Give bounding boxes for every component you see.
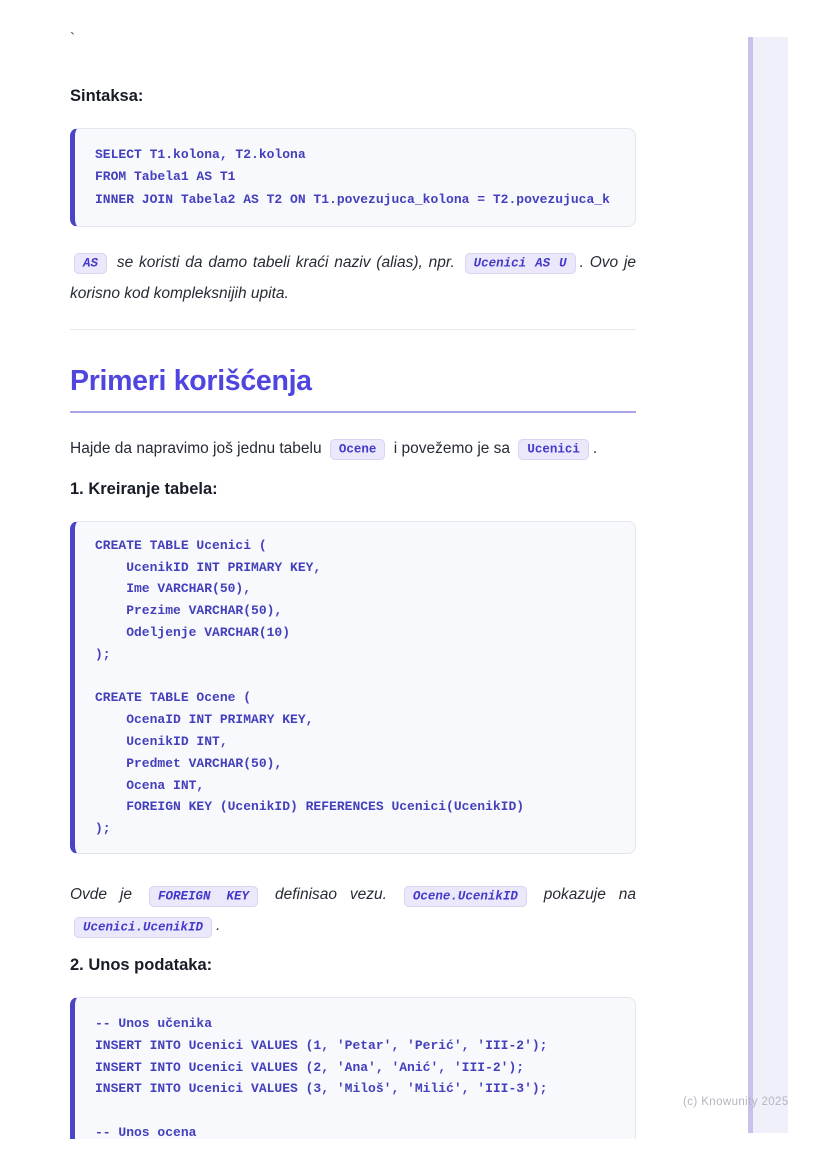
watermark-text: (c) Knowunity 2025 [683, 1096, 789, 1108]
code-line: -- Unos ocena [95, 1122, 625, 1139]
code-line: INSERT INTO Ucenici VALUES (1, 'Petar', 'Perić', 'III-2'); [95, 1035, 625, 1057]
code-line: FOREIGN KEY (UcenikID) REFERENCES Ucenici(UcenikID) [95, 796, 625, 818]
code-line: INSERT INTO Ucenici VALUES (2, 'Ana', 'Anić', 'III-2'); [95, 1057, 625, 1079]
inline-code-chip: FOREIGN KEY [149, 886, 258, 907]
code-line: Ocena INT, [95, 775, 625, 797]
code-line: UcenikID INT PRIMARY KEY, [95, 557, 625, 579]
paragraph-foreign-key: Ovde je FOREIGN KEY definisao vezu. Ocene.UcenikID pokazuje na Ucenici.UcenikID . [70, 880, 636, 938]
code-line: FROM Tabela1 AS T1 [95, 166, 625, 188]
code-line: Ime VARCHAR(50), [95, 578, 625, 600]
inline-code-chip: Ocene [330, 439, 386, 460]
code-line: INSERT INTO Ucenici VALUES (3, 'Miloš', 'Milić', 'III-3'); [95, 1078, 625, 1100]
paragraph-as-alias: AS se koristi da damo tabeli kraći naziv (alias), npr. Ucenici AS U . Ovo je korisno kod kompleksnijih upita. [70, 253, 637, 302]
paragraph-hajde: Hajde da napravimo još jednu tabelu Ocene i povežemo je sa Ucenici . [70, 436, 636, 462]
code-line [95, 666, 625, 688]
inline-code-chip: Ucenici.UcenikID [74, 917, 212, 938]
code-line: UcenikID INT, [95, 731, 625, 753]
inline-code-chip: AS [74, 253, 107, 274]
code-line [95, 1100, 625, 1122]
page-side-strip-decoration [748, 37, 788, 1133]
code-line: Prezime VARCHAR(50), [95, 600, 625, 622]
code-line: ); [95, 818, 625, 840]
step1-heading: 1. Kreiranje tabela: [70, 479, 218, 498]
code-line: ); [95, 644, 625, 666]
code-line: INNER JOIN Tabela2 AS T2 ON T1.povezujuca_kolona = T2.povezujuca_k [95, 189, 625, 211]
code-block-create-tables [70, 521, 636, 854]
page-title: Primeri korišćenja [70, 364, 312, 397]
step2-heading: 2. Unos podataka: [70, 956, 213, 975]
sintaksa-heading: Sintaksa: [70, 87, 144, 105]
code-line: Predmet VARCHAR(50), [95, 753, 625, 775]
code-line: CREATE TABLE Ucenici ( [95, 535, 625, 557]
inline-code-chip: Ucenici AS U [465, 253, 576, 274]
section-divider [70, 329, 636, 330]
code-line: SELECT T1.kolona, T2.kolona [95, 144, 625, 166]
inline-code-chip: Ucenici [518, 439, 589, 460]
code-line: CREATE TABLE Ocene ( [95, 687, 625, 709]
code-block-join-syntax [70, 128, 636, 227]
code-line: OcenaID INT PRIMARY KEY, [95, 709, 625, 731]
code-line: Odeljenje VARCHAR(10) [95, 622, 625, 644]
page-title-underline [70, 411, 636, 413]
inline-code-chip: Ocene.UcenikID [404, 886, 527, 907]
code-block-insert-data [70, 997, 636, 1139]
code-line: -- Unos učenika [95, 1013, 625, 1035]
document-content [70, 0, 636, 1139]
stray-backtick-text: ` [70, 30, 75, 47]
